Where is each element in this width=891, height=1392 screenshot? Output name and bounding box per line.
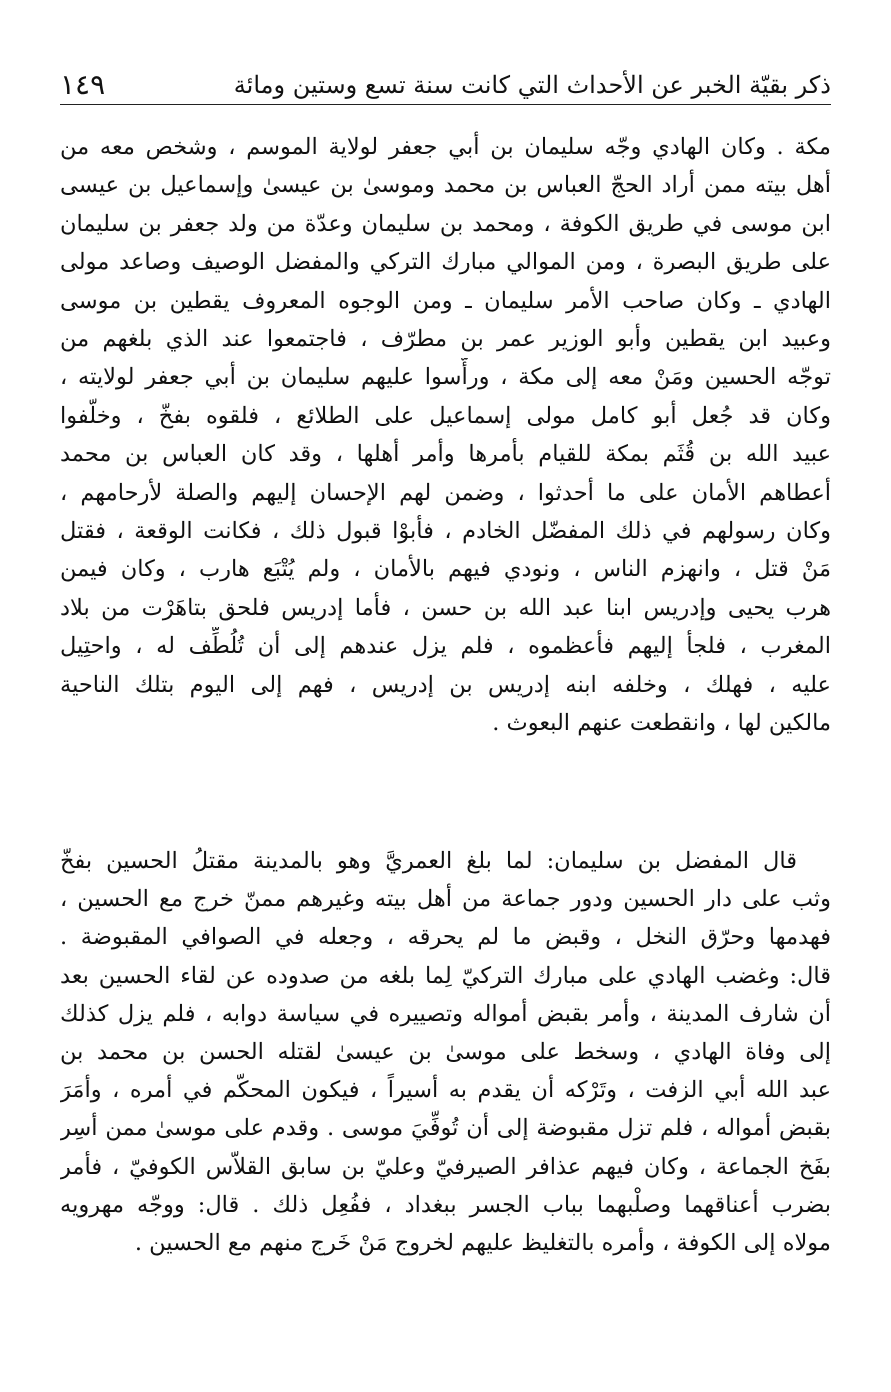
text-line: وعبيد ابن يقطين وأبو الوزير عمر بن مطرّف ، فاجتمعوا عند الذي بلغهم من [60,326,831,353]
text-line: مولاه إلى الكوفة ، وأمره بالتغليظ عليهم لخروج مَنْ خَرج منهم مع الحسين . [134,1230,831,1257]
text-line: أعطاهم الأمان على ما أحدثوا ، وضمن لهم الإحسان إليهم والصلة لأرحامهم ، [60,479,831,506]
text-line: عبيد الله بن قُثَم بمكة للقيام بأمرها وأمر أهلها ، وقد كان العباس بن محمد [60,441,831,468]
text-line: بقبض أمواله ، فلم تزل مقبوضة إلى أن تُوفِّيَ موسى . وقدم على موسىٰ ممن أسِر [60,1115,831,1142]
text-line: إلى وفاة الهادي ، وسخط على موسىٰ بن عيسىٰ لقتله الحسن بن محمد بن [60,1039,831,1066]
text-line: على طريق البصرة ، ومن الموالي مبارك التركي والمفضل الوصيف وصاعد مولى [60,249,831,276]
text-line: مالكين لها ، وانقطعت عنهم البعوث . [492,710,831,737]
text-line: أهل بيته ممن أراد الحجّ العباس بن محمد وموسىٰ بن عيسىٰ وإسماعيل بن عيسى [60,172,831,199]
text-line: هرب يحيى وإدريس ابنا عبد الله بن حسن ، فأما إدريس فلحق بتاهَرْت من بلاد [60,594,831,621]
text-line: قال المفضل بن سليمان: لما بلغ العمريَّ وهو بالمدينة مقتلُ الحسين بفخّ [60,848,797,874]
text-line: عبد الله أبي الزفت ، وتَرْكه أن يقدم به أسيراً ، فيكون المحكّم في أمره ، وأمَرَ [60,1077,831,1104]
text-line: فهدمها وحرّق النخل ، وقبض ما لم يحرقه ، وجعله في الصوافي المقبوضة . [60,924,831,951]
running-header [60,62,831,102]
text-line: وكان رسولهم في ذلك المفضّل الخادم ، فأبوْا قبول ذلك ، فكانت الوقعة ، فقتل [60,518,831,545]
text-line: أن شارف المدينة ، وأمر بقبض أمواله وتصييره في سياسة دوابه ، فلم يزل كذلك [60,1000,831,1027]
paragraph-2 [60,842,831,1262]
header-rule [60,104,831,105]
text-line: عليه ، فهلك ، وخلفه ابنه إدريس بن إدريس ، فهم إلى اليوم بتلك الناحية [60,671,831,698]
text-line: وكان قد جُعل أبو كامل مولى إسماعيل على الطلائع ، فلقوه بفخّ ، وخلّفوا [60,402,831,429]
text-line: المغرب ، فلجأ إليهم فأعظموه ، فلم يزل عندهم إلى أن تُلُطِّف له ، واحتِيل [60,633,831,660]
text-line: توجّه الحسين ومَنْ معه إلى مكة ، ورأّسوا عليهم سليمان بن أبي جعفر لولايته ، [60,364,831,391]
text-line: مكة . وكان الهادي وجّه سليمان بن أبي جعفر لولاية الموسم ، وشخص معه من [60,134,831,160]
paragraph-1 [60,128,831,743]
text-line: بفَخ الجماعة ، وكان فيهم عذافر الصيرفيّ وعليّ بن سابق القلاّس الكوفيّ ، فأمر [60,1153,831,1180]
running-title: ذكر بقيّة الخبر عن الأحداث التي كانت سنة تسع وستين ومائة [233,71,831,99]
page-number: ١٤٩ [60,68,106,101]
text-line: وثب على دار الحسين ودور جماعة من أهل بيته وغيرهم ممنّ خرج مع الحسين ، [60,886,831,913]
text-line: الهادي ـ وكان صاحب الأمر سليمان ـ ومن الوجوه المعروف يقطين بن موسى [60,287,831,314]
text-line: قال: وغضب الهادي على مبارك التركيّ لِما بلغه من صدوده عن لقاء الحسين بعد [60,962,831,989]
text-line: ابن موسى في طريق الكوفة ، ومحمد بن سليمان وعدّة من ولد جعفر بن سليمان [60,210,831,237]
text-line: بضرب أعناقهما وصلْبهما بباب الجسر ببغداد ، ففُعِل ذلك . قال: ووجّه مهرويه [60,1191,831,1218]
text-line: مَنْ قتل ، وانهزم الناس ، ونودي فيهم بالأمان ، ولم يُتْبَع هارب ، وكان فيمن [60,556,831,583]
